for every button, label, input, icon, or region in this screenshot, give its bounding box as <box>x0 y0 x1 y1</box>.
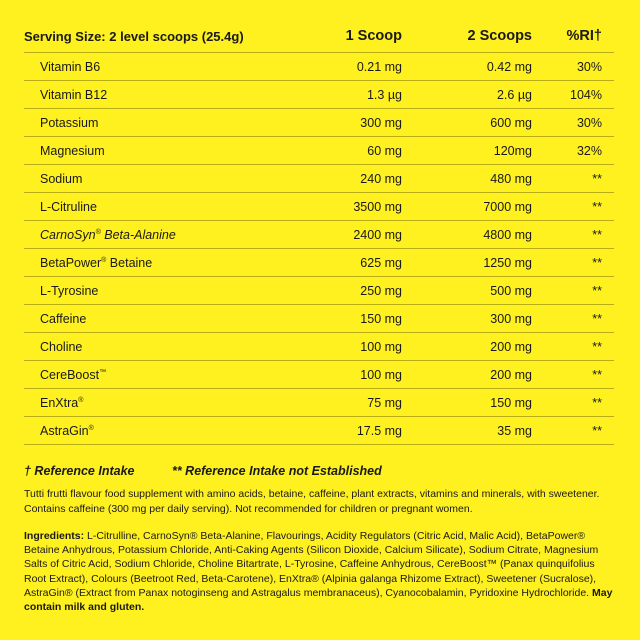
one-scoop-value: 300 mg <box>302 109 402 137</box>
two-scoops-value: 150 mg <box>402 389 532 417</box>
nutrient-rows <box>24 53 614 445</box>
nutrient-name <box>24 305 302 333</box>
one-scoop-value: 240 mg <box>302 165 402 193</box>
legend-reference-intake: † Reference Intake <box>24 464 135 478</box>
nutrient-name <box>24 277 302 305</box>
two-scoops-value: 600 mg <box>402 109 532 137</box>
two-scoops-value: 200 mg <box>402 333 532 361</box>
one-scoop-value: 100 mg <box>302 361 402 389</box>
nutrient-suffix: Beta-Alanine <box>100 227 176 242</box>
nutrient-name <box>24 109 302 137</box>
nutrient-label: EnXtra <box>40 395 79 410</box>
table-row <box>24 109 614 137</box>
table-row <box>24 389 614 417</box>
nutrition-table <box>24 20 614 445</box>
table-row <box>24 53 614 81</box>
product-description: Tutti frutti flavour food supplement with amino acids, betaine, caffeine, plant extracts, vitamins and minerals, with sweetener. Contains caffeine (300 mg per daily serving). Not recommended for children or pregnant women. <box>24 488 600 515</box>
trademark-mark: ® <box>88 424 94 432</box>
legend <box>24 464 616 478</box>
one-scoop-value: 0.21 mg <box>302 53 402 81</box>
one-scoop-value: 100 mg <box>302 333 402 361</box>
nutrient-name <box>24 417 302 445</box>
trademark-mark: ® <box>101 256 107 264</box>
two-scoops-value: 7000 mg <box>402 193 532 221</box>
nutrient-label: Vitamin B6 <box>40 59 101 74</box>
one-scoop-value: 1.3 µg <box>302 81 402 109</box>
trademark-mark: ® <box>78 396 84 404</box>
table-row <box>24 305 614 333</box>
legend-not-established: ** Reference Intake not Established <box>171 464 382 478</box>
two-scoops-header: 2 Scoops <box>467 28 532 44</box>
nutrient-label: Caffeine <box>40 311 87 326</box>
nutrient-label: L-Citruline <box>40 199 97 214</box>
ri-value: 30% <box>532 53 614 81</box>
notes-section <box>24 464 616 614</box>
one-scoop-header: 1 Scoop <box>345 28 402 44</box>
nutrient-label: BetaPower <box>40 255 102 270</box>
two-scoops-value: 35 mg <box>402 417 532 445</box>
ri-value: ** <box>532 417 614 445</box>
ri-value: ** <box>532 389 614 417</box>
nutrient-label: Vitamin B12 <box>40 87 108 102</box>
two-scoops-value: 200 mg <box>402 361 532 389</box>
nutrient-label: Sodium <box>40 171 83 186</box>
nutrient-label: AstraGin <box>40 423 89 438</box>
trademark-mark: ™ <box>99 368 107 376</box>
two-scoops-value: 4800 mg <box>402 221 532 249</box>
two-scoops-value: 2.6 µg <box>402 81 532 109</box>
ri-value: ** <box>532 277 614 305</box>
ri-value: 104% <box>532 81 614 109</box>
table-row <box>24 165 614 193</box>
table-row <box>24 277 614 305</box>
ingredients-label: Ingredients: <box>24 530 85 542</box>
nutrient-label: CarnoSyn <box>40 227 96 242</box>
one-scoop-value: 625 mg <box>302 249 402 277</box>
one-scoop-value: 250 mg <box>302 277 402 305</box>
two-scoops-value: 500 mg <box>402 277 532 305</box>
ingredients <box>24 529 616 614</box>
ri-value: ** <box>532 333 614 361</box>
ri-value: ** <box>532 361 614 389</box>
nutrient-label: Choline <box>40 339 83 354</box>
one-scoop-value: 150 mg <box>302 305 402 333</box>
ri-value: ** <box>532 165 614 193</box>
nutrient-name <box>24 53 302 81</box>
table-row <box>24 249 614 277</box>
table-header <box>24 20 614 53</box>
nutrient-name <box>24 193 302 221</box>
nutrient-name <box>24 249 302 277</box>
ri-value: 32% <box>532 137 614 165</box>
two-scoops-value: 1250 mg <box>402 249 532 277</box>
two-scoops-value: 300 mg <box>402 305 532 333</box>
ri-value: 30% <box>532 109 614 137</box>
nutrient-name <box>24 333 302 361</box>
nutrient-name <box>24 81 302 109</box>
ri-value: ** <box>532 221 614 249</box>
table-row <box>24 81 614 109</box>
nutrient-label: L-Tyrosine <box>40 283 99 298</box>
nutrient-name <box>24 137 302 165</box>
table-row <box>24 137 614 165</box>
one-scoop-value: 3500 mg <box>302 193 402 221</box>
table-row <box>24 417 614 445</box>
allergen-warning: May contain milk and gluten. <box>24 586 613 614</box>
two-scoops-value: 120mg <box>402 137 532 165</box>
ingredients-text: L-Citrulline, CarnoSyn® Beta-Alanine, Flavourings, Acidity Regulators (Citric Acid, Malic Acid), BetaPower® Betaine Anhydrous, Potassium Chloride, Anti-Caking Agents (Silicon Dioxide, Calcium Silicate), Sodium Citrate, Magnesium Salts of Citric Acid, Sodium Chloride, Choline Bitartrate, L-Tyrosine, Caffeine Anhydrous, CereBoost™ (Panax quinquifolius Root Extract), Colours (Beetroot Red, Beta-Carotene), EnXtra® (Alpinia galanga Rhizome Extract), Sweetener (Sucralose), AstraGin® (Extract from Panax notoginseng and Astragalus membranaceus), Cyanocobalamin, Pyridoxine Hydrochloride. <box>24 530 599 599</box>
nutrient-name <box>24 221 302 249</box>
ri-value: ** <box>532 305 614 333</box>
ri-value: ** <box>532 193 614 221</box>
nutrient-label: Potassium <box>40 115 99 130</box>
table-row <box>24 193 614 221</box>
table-row <box>24 221 614 249</box>
one-scoop-value: 75 mg <box>302 389 402 417</box>
nutrient-name <box>24 361 302 389</box>
nutrient-name <box>24 165 302 193</box>
serving-size-header: Serving Size: 2 level scoops (25.4g) <box>24 28 244 44</box>
one-scoop-value: 17.5 mg <box>302 417 402 445</box>
nutrition-panel <box>24 20 614 445</box>
trademark-mark: ® <box>95 228 101 236</box>
table-row <box>24 333 614 361</box>
one-scoop-value: 2400 mg <box>302 221 402 249</box>
nutrient-label: Magnesium <box>40 143 105 158</box>
two-scoops-value: 0.42 mg <box>402 53 532 81</box>
one-scoop-value: 60 mg <box>302 137 402 165</box>
ri-header: %RI† <box>566 28 602 44</box>
nutrient-label: CereBoost <box>40 367 100 382</box>
table-row <box>24 361 614 389</box>
two-scoops-value: 480 mg <box>402 165 532 193</box>
ri-value: ** <box>532 249 614 277</box>
nutrient-suffix: Betaine <box>106 255 153 270</box>
nutrient-name <box>24 389 302 417</box>
